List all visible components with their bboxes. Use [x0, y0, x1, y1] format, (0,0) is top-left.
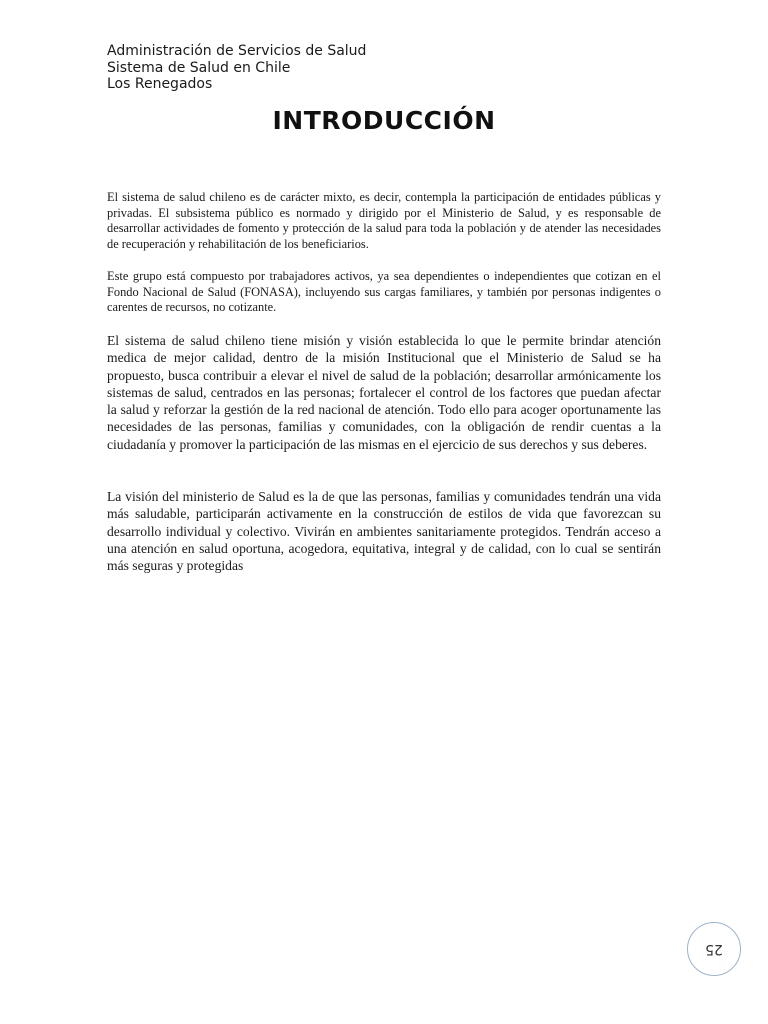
header-line-subject: Sistema de Salud en Chile	[107, 59, 291, 76]
header-line-institution: Administración de Servicios de Salud	[107, 43, 367, 59]
paragraph-mission: El sistema de salud chileno tiene misión y visión establecida lo que le permite brindar atención medica de mejor calidad, dentro de la misión Institucional que el Ministerio de Salud se ha propuesto, busca contribuir a elevar el nivel de salud de la población; desarrollar armónicamente los sistemas de salud, centrados en las personas; fortalecer el control de los factores que puedan afectar la salud y reforzar la gestión de la red nacional de atención. Todo ello para acoger oportunamente las necesidades de las personas, familias y comunidades, con la obligación de rendir cuentas a la ciudadanía y promover la participación de las mismas en el ejercicio de sus derechos y sus deberes.	[107, 333, 661, 452]
header-line-group: Los Renegados	[107, 76, 213, 92]
page-number: 25	[705, 941, 723, 957]
paragraph-system-overview: El sistema de salud chileno es de carácter mixto, es decir, contempla la participación de entidades públicas y privadas. El subsistema público es normado y dirigido por el Ministerio de Salud, y es responsable de desarrollar actividades de fomento y protección de la salud para toda la población y de atender las necesidades de recuperación y rehabilitación de los beneficiarios.	[107, 190, 661, 252]
document-header	[107, 43, 366, 93]
paragraph-vision: La visión del ministerio de Salud es la de que las personas, familias y comunidades tendrán una vida más saludable, participarán activamente en la construcción de estilos de vida que favorezcan su desarrollo individual y colectivo. Vivirán en ambientes sanitariamente protegidos. Tendrán acceso a una atención en salud oportuna, acogedora, equitativa, integral y de calidad, con lo cual se sentirán más seguras y protegidas	[107, 489, 661, 574]
paragraph-fonasa-group: Este grupo está compuesto por trabajadores activos, ya sea dependientes o independientes que cotizan en el Fondo Nacional de Salud (FONASA), incluyendo sus cargas familiares, y también por personas indigentes o carentes de recursos, no cotizante.	[107, 269, 661, 315]
page-title: INTRODUCCIÓN	[272, 106, 496, 135]
page-number-badge	[687, 922, 741, 976]
